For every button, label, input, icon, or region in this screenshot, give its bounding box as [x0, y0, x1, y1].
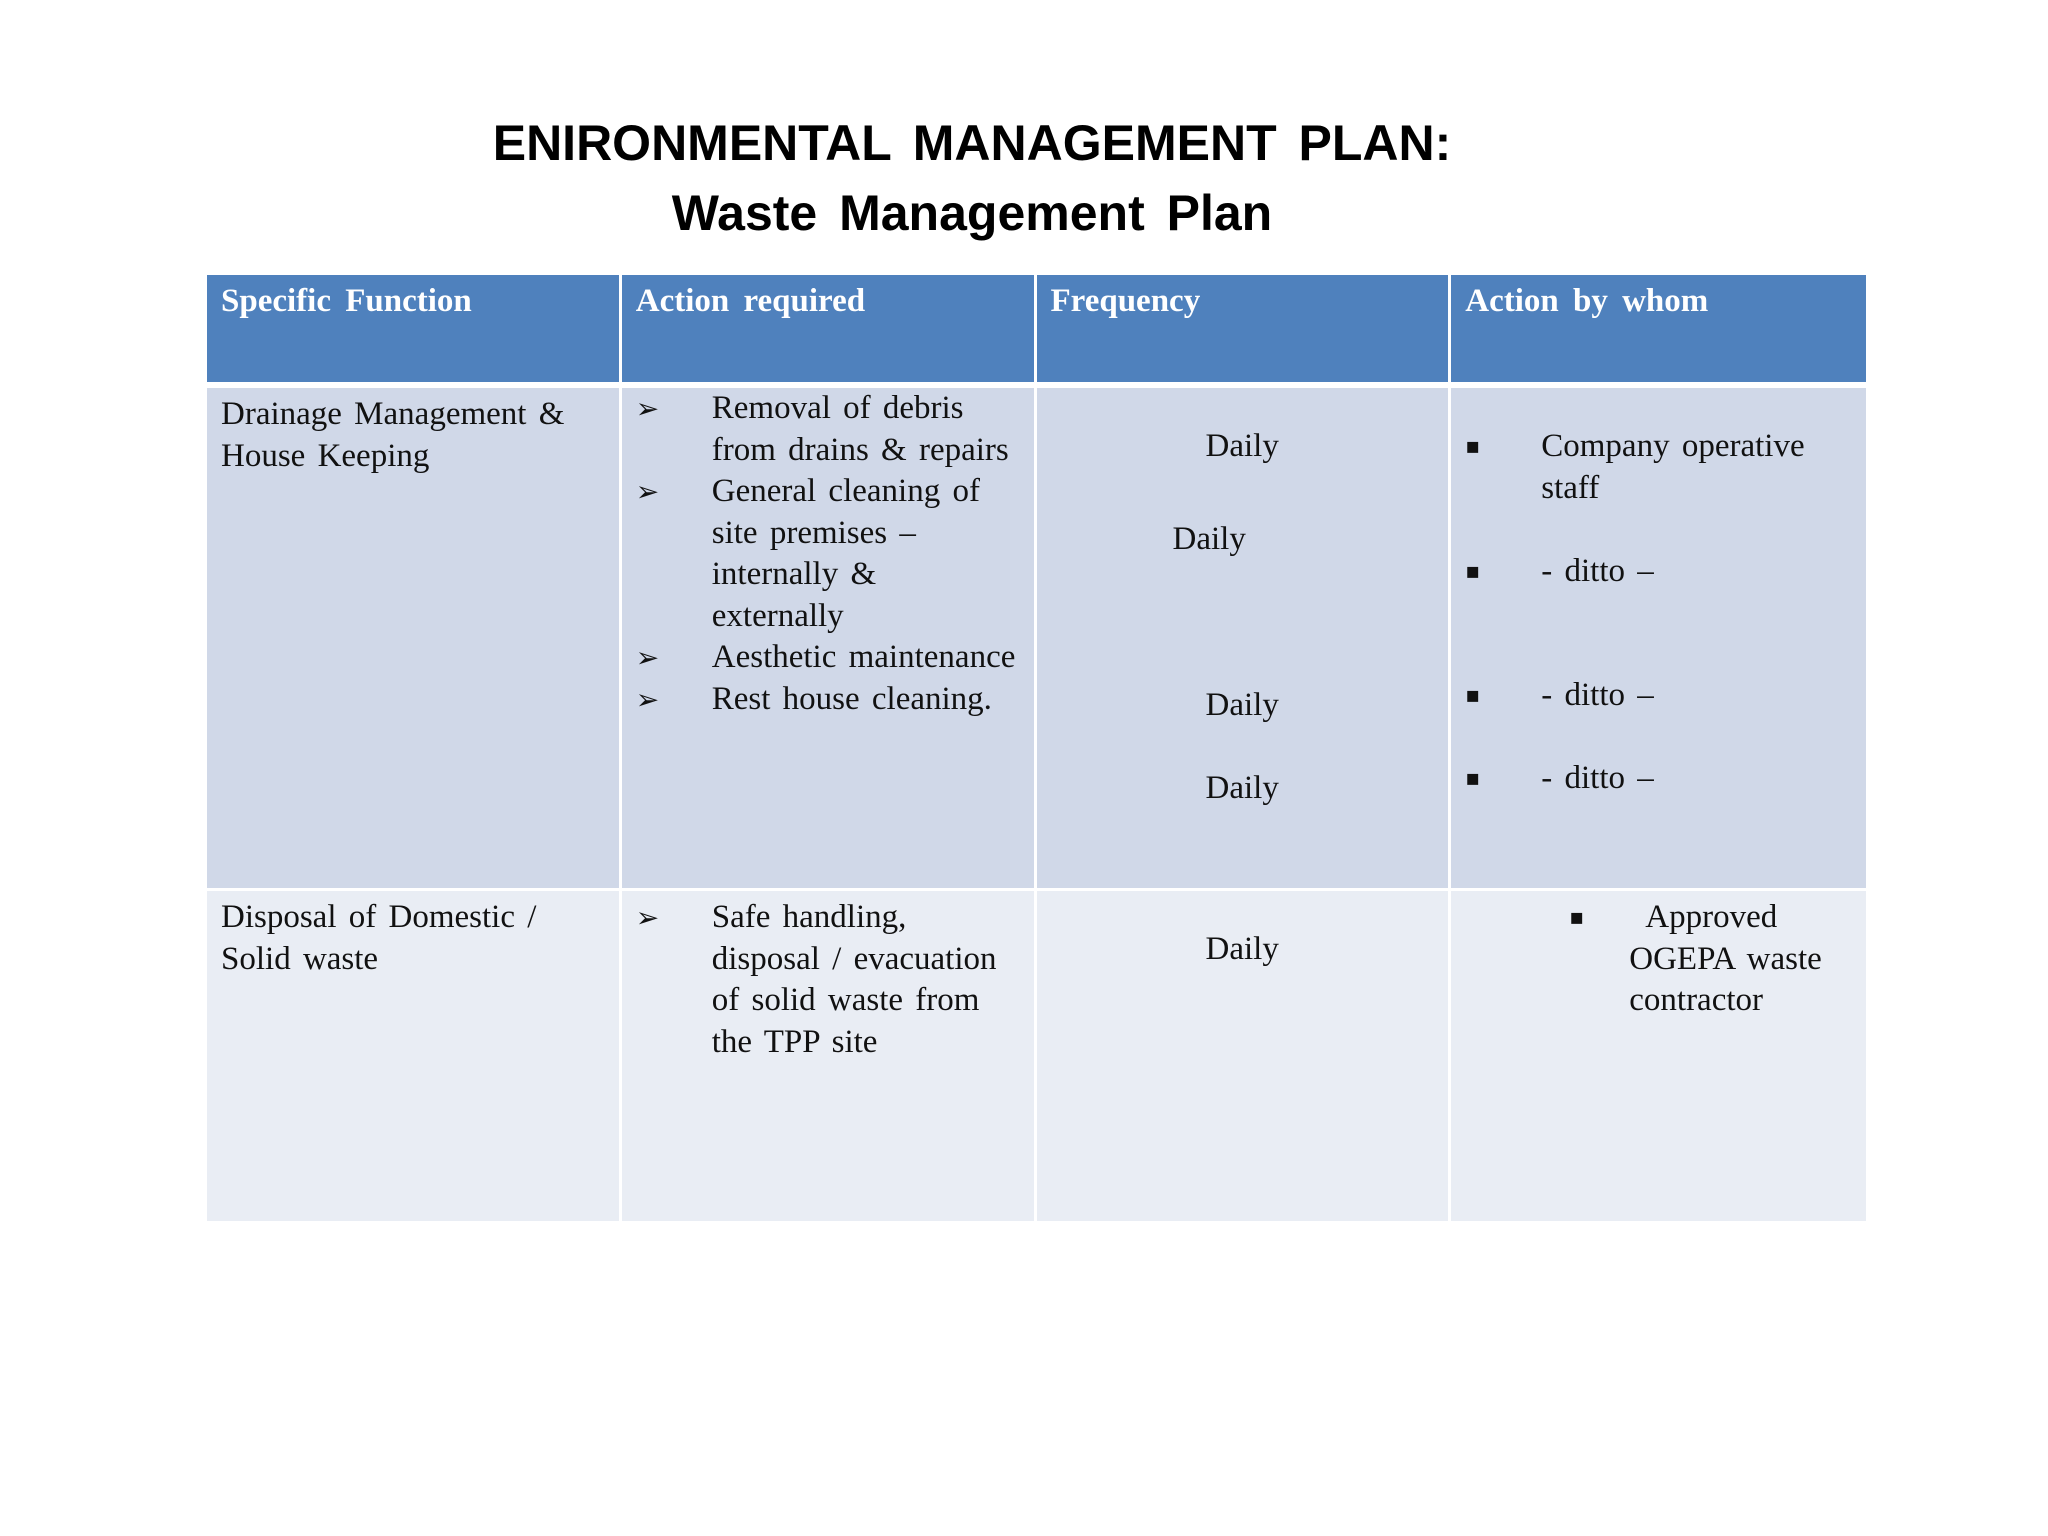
action-text: Rest house cleaning.: [711, 680, 992, 717]
header-frequency: Frequency: [1037, 275, 1452, 388]
table-header-row: [207, 275, 1866, 388]
action-text: Removal of debris from drains & repairs: [711, 390, 1009, 468]
title-line-2: Waste Management Plan: [671, 185, 1273, 241]
action-item: [636, 891, 1020, 1063]
whom-text: Company operative staff: [1541, 428, 1805, 506]
frequency-value: Daily: [1205, 770, 1279, 806]
action-cell: [622, 388, 1037, 891]
function-cell: [207, 388, 622, 891]
arrow-bullet-icon: ➢: [635, 475, 660, 508]
title-line-1: ENIRONMENTAL MANAGEMENT PLAN:: [492, 115, 1452, 171]
square-bullet-icon: ▪: [1465, 434, 1481, 459]
waste-management-table: [207, 275, 1866, 1224]
whom-item: [1465, 551, 1845, 593]
action-item: [636, 637, 1020, 679]
action-text: Safe handling, disposal / evacuation of solid waste from the TPP site: [711, 899, 997, 1060]
function-cell: [207, 891, 622, 1224]
function-text: Drainage Management & House Keeping: [221, 396, 565, 474]
action-item: [636, 679, 1020, 721]
whom-text: - ditto –: [1541, 553, 1654, 589]
table-row: [207, 891, 1866, 1224]
header-action-by-whom: Action by whom: [1451, 275, 1866, 388]
header-specific-function: Specific Function: [207, 275, 622, 388]
frequency-cell: [1037, 891, 1452, 1224]
action-item: [636, 388, 1020, 471]
arrow-bullet-icon: ➢: [635, 901, 660, 934]
action-item: [636, 471, 1020, 637]
table-row: [207, 388, 1866, 891]
header-action-required: Action required: [622, 275, 1037, 388]
action-text: Aesthetic maintenance: [711, 639, 1016, 675]
action-cell: [622, 891, 1037, 1224]
frequency-value: Daily: [1205, 687, 1279, 723]
action-by-whom-cell: [1451, 891, 1866, 1224]
frequency-cell: [1037, 388, 1452, 891]
arrow-bullet-icon: ➢: [635, 392, 660, 425]
whom-item: [1569, 897, 1859, 1022]
whom-item: [1465, 426, 1845, 509]
whom-item: [1465, 758, 1845, 800]
slide-title: [0, 108, 1944, 248]
arrow-bullet-icon: ➢: [635, 682, 660, 716]
square-bullet-icon: ▪: [1465, 766, 1481, 791]
frequency-value: Daily: [1205, 931, 1279, 967]
action-by-whom-cell: [1451, 388, 1866, 891]
frequency-value: Daily: [1172, 521, 1246, 557]
function-text: Disposal of Domestic / Solid waste: [221, 899, 537, 977]
action-text: General cleaning of site premises – internally & externally: [711, 473, 980, 634]
arrow-bullet-icon: ➢: [635, 641, 660, 674]
whom-text: - ditto –: [1541, 677, 1654, 713]
frequency-value: Daily: [1205, 428, 1279, 464]
whom-item: [1465, 675, 1845, 717]
square-bullet-icon: ▪: [1569, 905, 1585, 930]
whom-text: - ditto –: [1541, 760, 1654, 796]
square-bullet-icon: ▪: [1465, 683, 1481, 708]
whom-text: Approved OGEPA waste contractor: [1629, 899, 1822, 1018]
square-bullet-icon: ▪: [1465, 559, 1481, 584]
